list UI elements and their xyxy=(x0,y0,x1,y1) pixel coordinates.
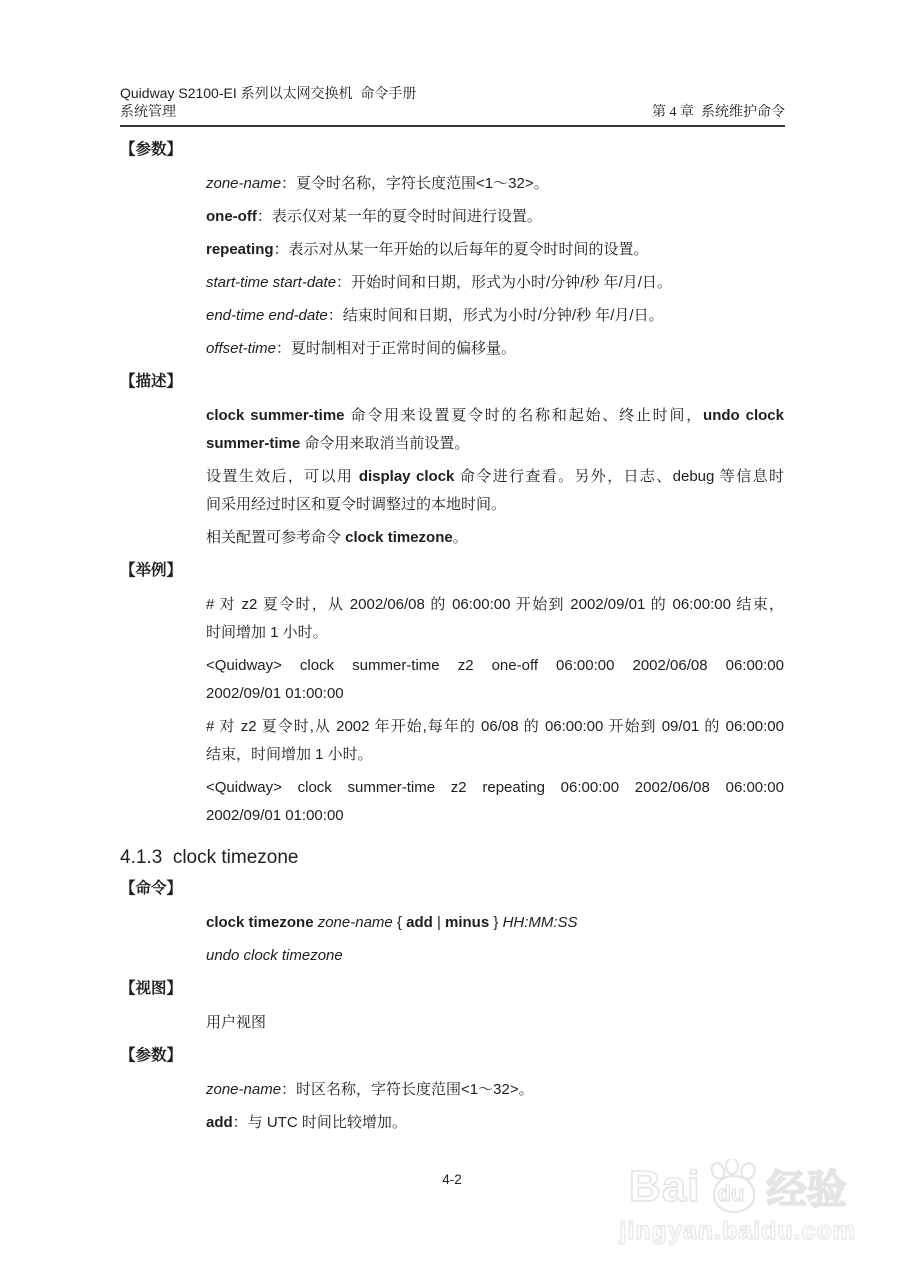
paragraph-line xyxy=(206,680,784,708)
text-run: zone-name xyxy=(317,914,393,931)
text-run: HH:MM:SS xyxy=(502,914,578,931)
text-run: add xyxy=(406,914,433,931)
example-1-command xyxy=(206,652,784,708)
section-label-params-2: 【参数】 xyxy=(120,1047,183,1064)
paragraph-line xyxy=(206,909,784,937)
page-content xyxy=(120,84,785,1142)
paragraph-line xyxy=(206,713,784,741)
content-blocks xyxy=(120,139,785,1137)
cmd-clock-timezone xyxy=(206,909,784,937)
text-run: } xyxy=(489,914,503,931)
param-repeating xyxy=(206,236,784,264)
text-run: zone-name xyxy=(206,1081,282,1098)
text-run: ：夏令时名称，字符长度范围<1～32>。 xyxy=(281,175,549,192)
text-run: clock summer-time xyxy=(206,407,345,424)
param-offset-time xyxy=(206,335,784,363)
watermark-url: jingyan.baidu.com xyxy=(619,1217,856,1245)
text-run: # 对 z2 夏令时,从 2002 年开始,每年的 06/08 的 06:00:00 开始到 09/01 的 06:00:00 xyxy=(206,718,784,735)
text-run: start-time start-date xyxy=(206,274,337,291)
text-run: { xyxy=(392,914,407,931)
paragraph-line xyxy=(206,269,784,297)
text-run: 命令进行查看。另外，日志、debug 等信息时 xyxy=(454,468,784,485)
text-run: zone-name xyxy=(206,175,282,192)
desc-related-config xyxy=(206,524,784,552)
param-zone-name-tz xyxy=(206,1076,784,1104)
paragraph-line xyxy=(206,652,784,680)
watermark-brand-cn: 经验 xyxy=(766,1168,847,1212)
text-run: 。 xyxy=(452,529,468,546)
paragraph-line xyxy=(206,302,784,330)
param-one-off xyxy=(206,203,784,231)
text-run: <Quidway> clock summer-time z2 one-off 06:00:00 2002/06/08 06:00:00 xyxy=(206,657,784,674)
paragraph-line xyxy=(206,802,784,830)
example-1-note xyxy=(206,591,784,647)
text-run: ：开始时间和日期，形式为小时/分钟/秒 年/月/日。 xyxy=(336,274,672,291)
text-run: ：表示对从某一年开始的以后每年的夏令时时间的设置。 xyxy=(273,241,649,258)
text-run: repeating xyxy=(206,241,274,258)
section-label-example: 【举例】 xyxy=(120,562,183,579)
text-run: ：夏时制相对于正常时间的偏移量。 xyxy=(276,340,517,357)
watermark-brand-row xyxy=(620,1158,856,1215)
paragraph-line xyxy=(206,619,784,647)
example-2-command xyxy=(206,774,784,830)
baidu-jingyan-watermark xyxy=(620,1158,856,1246)
text-run: clock timezone xyxy=(206,914,318,931)
section-label-params-1: 【参数】 xyxy=(120,141,183,158)
text-run: 时间增加 1 小时。 xyxy=(206,624,328,641)
text-run: ：结束时间和日期，形式为小时/分钟/秒 年/月/日。 xyxy=(327,307,664,324)
text-run: # 对 z2 夏令时，从 2002/06/08 的 06:00:00 开始到 2002/09/01 的 06:00:00 结束， xyxy=(206,596,784,613)
header-divider xyxy=(120,125,785,127)
param-add xyxy=(206,1109,784,1137)
paragraph-line xyxy=(206,402,784,430)
text-run: summer-time xyxy=(206,435,301,452)
text-run: 结束，时间增加 1 小时。 xyxy=(206,746,373,763)
text-run: 命令用来设置夏令时的名称和起始、终止时间， xyxy=(344,407,704,424)
text-run: <Quidway> clock summer-time z2 repeating 06:00:00 2002/06/08 06:00:00 xyxy=(206,779,784,796)
text-run: display clock xyxy=(358,468,455,485)
paragraph-line xyxy=(206,774,784,802)
paragraph-line xyxy=(206,335,784,363)
paragraph-line xyxy=(206,1076,784,1104)
text-run: 设置生效后，可以用 xyxy=(206,468,359,485)
paragraph-line xyxy=(206,463,784,491)
text-run: 相关配置可参考命令 xyxy=(206,529,346,546)
doc-title: Quidway S2100-EI 系列以太网交换机 命令手册 xyxy=(120,85,417,101)
param-end-time xyxy=(206,302,784,330)
text-run: add xyxy=(206,1114,233,1131)
paragraph-line xyxy=(206,1109,784,1137)
text-run: 2002/09/01 01:00:00 xyxy=(206,807,344,824)
text-run: ：与 UTC 时间比较增加。 xyxy=(232,1114,407,1131)
text-run: end-time end-date xyxy=(206,307,328,324)
paragraph-line xyxy=(206,741,784,769)
section-label-command: 【命令】 xyxy=(120,880,183,897)
paragraph-line xyxy=(206,236,784,264)
paragraph-line xyxy=(206,524,784,552)
view-user xyxy=(206,1009,784,1037)
paragraph-line xyxy=(206,170,784,198)
text-run: undo clock timezone xyxy=(206,947,343,964)
page-header xyxy=(120,84,785,127)
paragraph-line xyxy=(206,203,784,231)
paragraph-line xyxy=(206,491,784,519)
paragraph-line xyxy=(206,591,784,619)
text-run: 用户视图 xyxy=(206,1014,267,1031)
paw-icon xyxy=(705,1159,763,1215)
paragraph-line xyxy=(206,942,784,970)
doc-subtitle: 系统管理 xyxy=(120,105,176,120)
text-run: clock timezone xyxy=(345,529,453,546)
text-run: | xyxy=(432,914,446,931)
paragraph-line xyxy=(206,1009,784,1037)
param-start-time xyxy=(206,269,784,297)
text-run: 命令用来取消当前设置。 xyxy=(300,435,470,452)
text-run: minus xyxy=(445,914,490,931)
desc-clock-summer-time xyxy=(206,402,784,458)
text-run: offset-time xyxy=(206,340,277,357)
desc-display-clock xyxy=(206,463,784,519)
section-label-description: 【描述】 xyxy=(120,373,183,390)
text-run: one-off xyxy=(206,208,257,225)
cmd-undo-clock-timezone xyxy=(206,942,784,970)
text-run: undo clock xyxy=(703,407,784,424)
text-run: ：表示仅对某一年的夏令时时间进行设置。 xyxy=(256,208,542,225)
watermark-brand-du: du xyxy=(717,1180,745,1206)
section-heading-4-1-3: 4.1.3 clock timezone xyxy=(120,847,299,868)
text-run: ：时区名称，字符长度范围<1～32>。 xyxy=(281,1081,534,1098)
header-second-line xyxy=(120,103,785,122)
paragraph-line xyxy=(206,430,784,458)
text-run: 2002/09/01 01:00:00 xyxy=(206,685,344,702)
param-zone-name-dst xyxy=(206,170,784,198)
watermark-brand-latin: Bai xyxy=(629,1161,701,1211)
text-run: 间采用经过时区和夏令时调整过的本地时间。 xyxy=(206,496,507,513)
section-label-view: 【视图】 xyxy=(120,980,183,997)
page-number: 4-2 xyxy=(442,1172,462,1187)
example-2-note xyxy=(206,713,784,769)
chapter-title: 第 4 章 系统维护命令 xyxy=(652,105,785,120)
